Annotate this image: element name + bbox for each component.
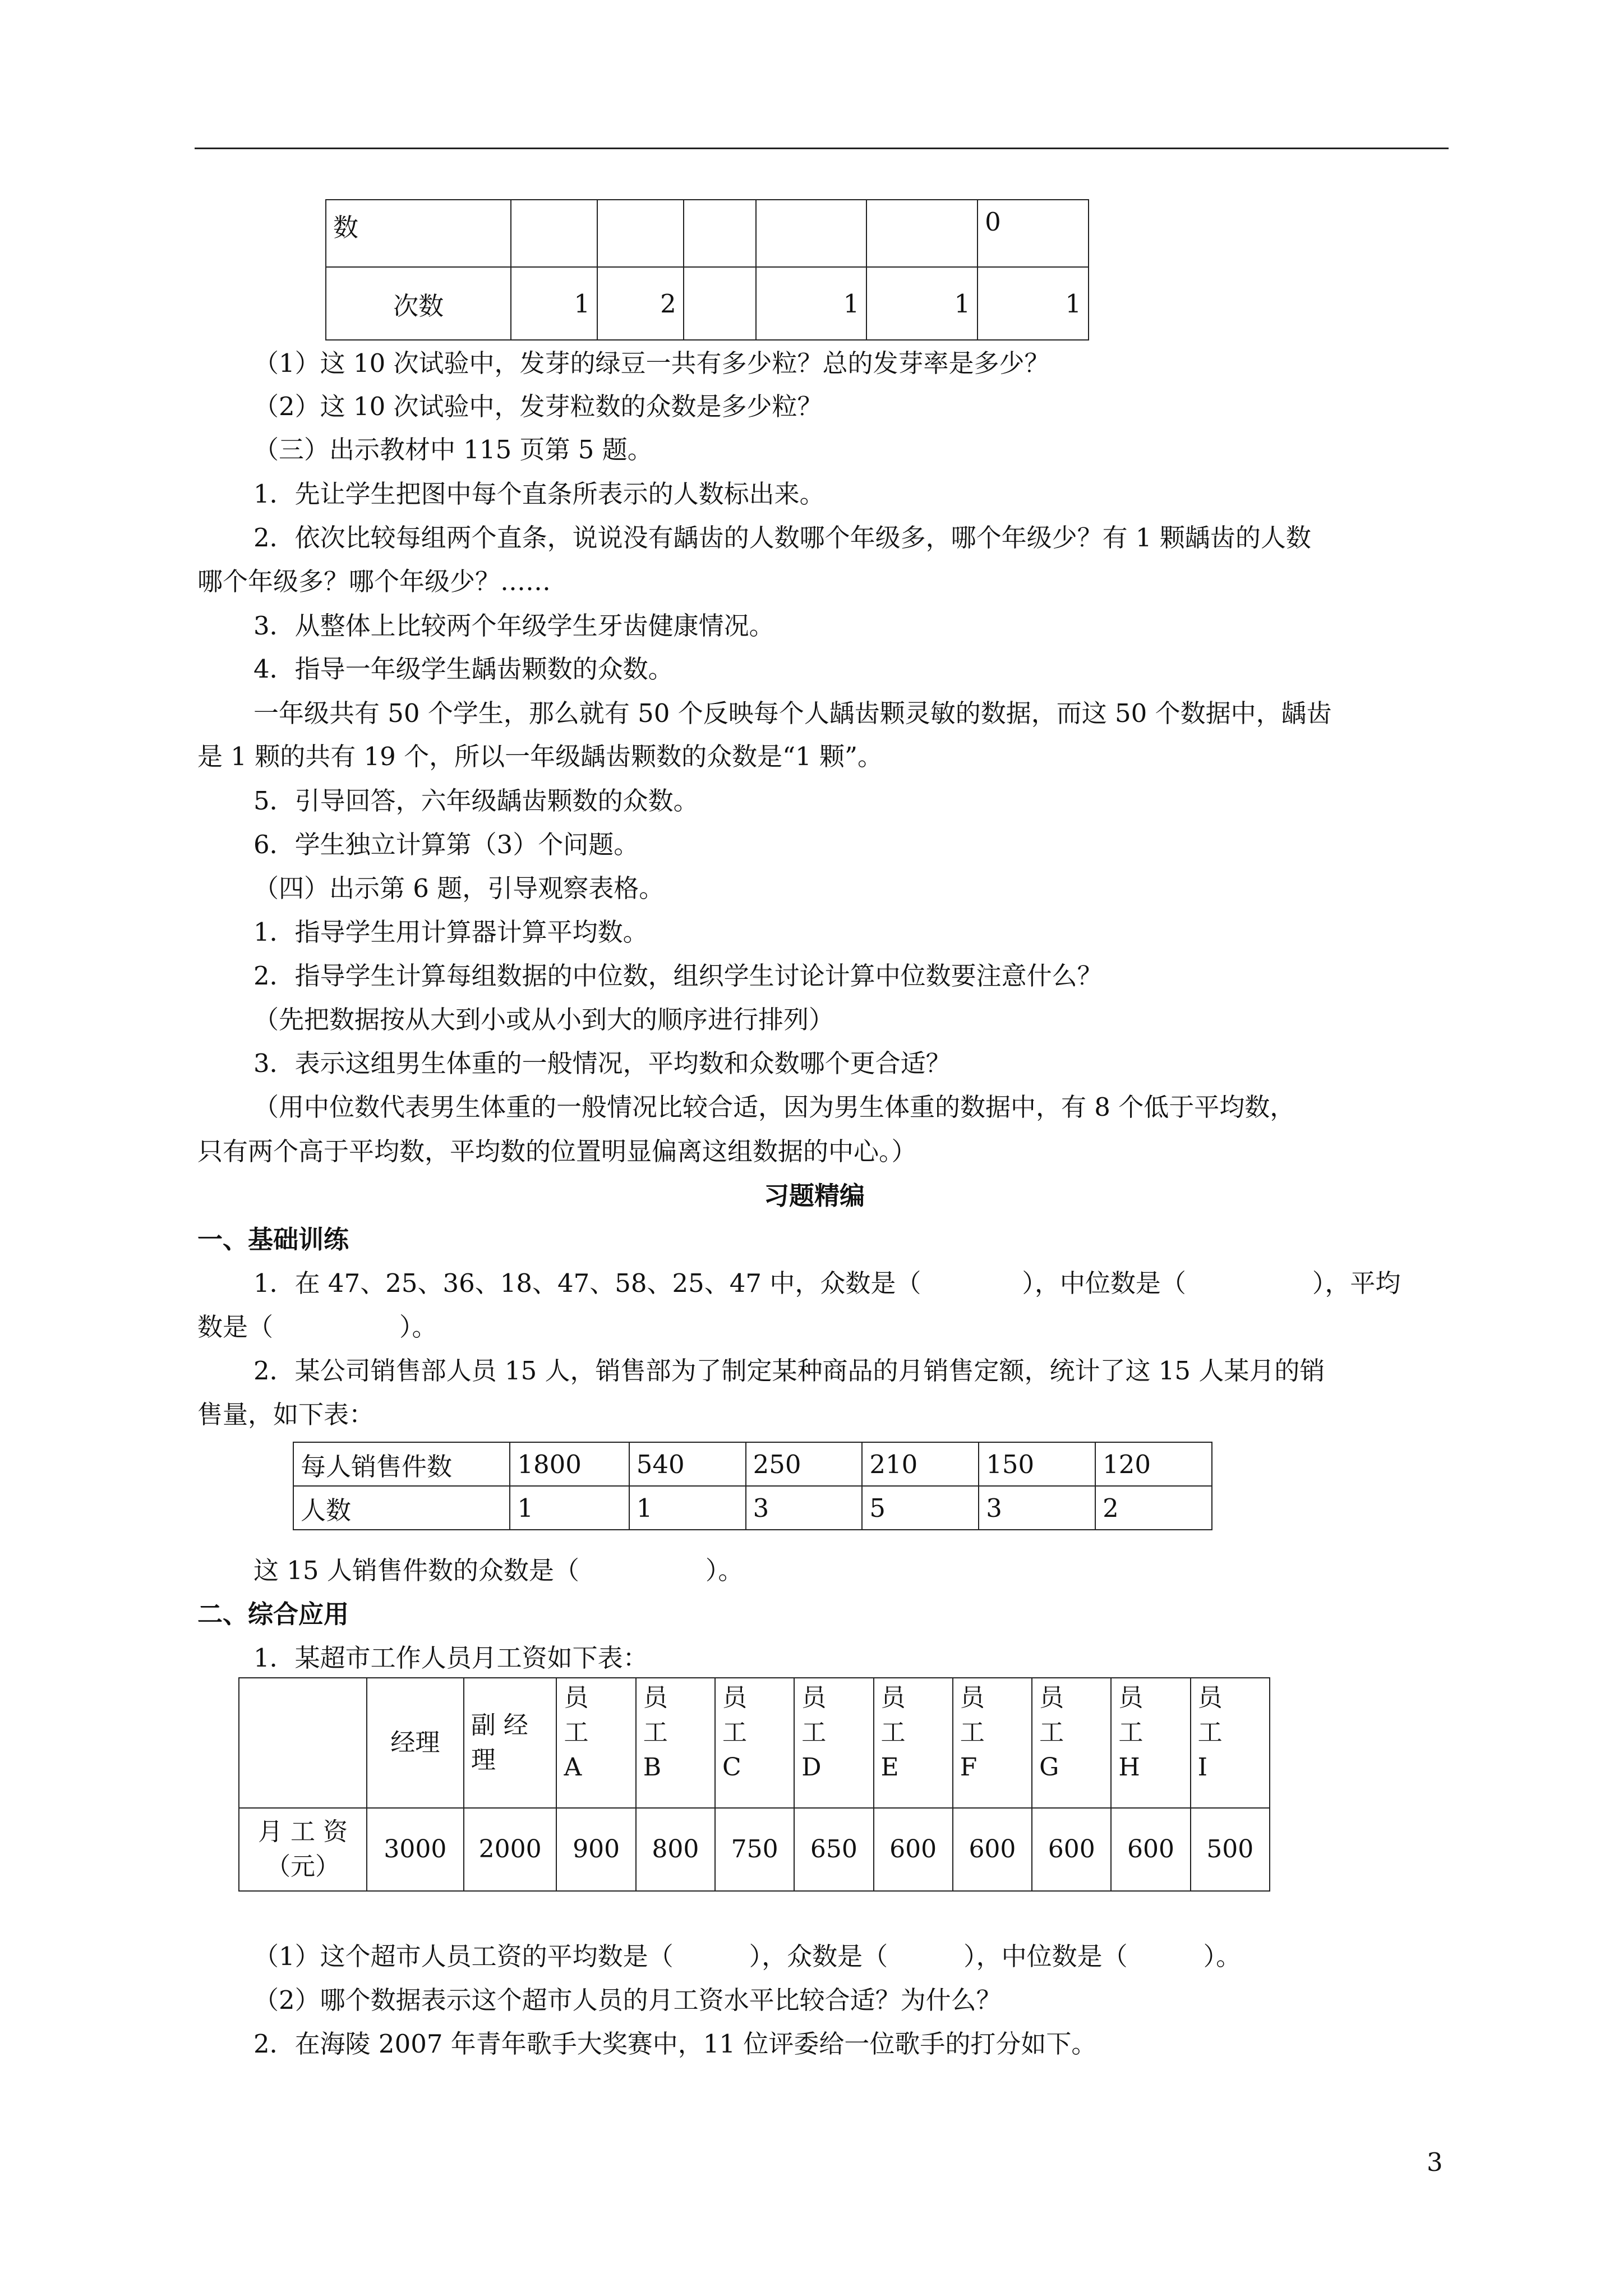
text-line: （先把数据按从大到小或从小到大的顺序进行排列）	[253, 1005, 834, 1034]
table-cell: 600	[1111, 1808, 1190, 1891]
table-cell: 3000	[367, 1808, 464, 1891]
text-line: （四）出示第 6 题，引导观察表格。	[253, 873, 665, 903]
text-line: 2．指导学生计算每组数据的中位数，组织学生讨论计算中位数要注意什么？	[253, 961, 1103, 991]
table-cell: 1	[511, 267, 597, 340]
table-cell	[511, 200, 597, 267]
page-number: 3	[1427, 2147, 1443, 2177]
table-cell: 210	[862, 1442, 979, 1486]
text-line: 1．先让学生把图中每个直条所表示的人数标出来。	[253, 479, 825, 509]
table-cell: 600	[1032, 1808, 1111, 1891]
text-line: 1．某超市工作人员月工资如下表：	[253, 1643, 648, 1673]
table-cell: 5	[862, 1486, 979, 1530]
text-line: （1）这个超市人员工资的平均数是（ ），众数是（ ），中位数是（ ）。	[253, 1941, 1242, 1971]
text-line: （用中位数代表男生体重的一般情况比较合适，因为男生体重的数据中，有 8 个低于平均数，	[253, 1092, 1295, 1122]
table-cell: 900	[556, 1808, 635, 1891]
table-cell: 1	[756, 267, 867, 340]
table-cell: 员 工 H	[1111, 1678, 1190, 1808]
salary-table	[238, 1677, 1270, 1892]
text-line: （三）出示教材中 115 页第 5 题。	[253, 435, 653, 464]
table-cell	[866, 200, 978, 267]
table-cell: 250	[746, 1442, 863, 1486]
table-cell: 员 工 G	[1032, 1678, 1111, 1808]
table-cell	[597, 200, 684, 267]
text-line: 1．在 47、25、36、18、47、58、25、47 中，众数是（ ），中位数是（ ），平均	[253, 1268, 1401, 1298]
table-cell: 次数	[326, 267, 511, 340]
table-cell: 600	[874, 1808, 953, 1891]
sales-table	[293, 1442, 1212, 1530]
text-line: 6．学生独立计算第（3）个问题。	[253, 830, 639, 859]
text-line: 哪个年级多？哪个年级少？……	[197, 567, 551, 596]
table-cell	[239, 1678, 367, 1808]
table-cell: 750	[715, 1808, 794, 1891]
germination-table	[325, 199, 1089, 341]
table-cell: 0	[978, 200, 1089, 267]
header-rule	[195, 148, 1449, 149]
table-cell: 员 工 C	[715, 1678, 794, 1808]
table-cell: 600	[953, 1808, 1032, 1891]
table-cell: 1800	[510, 1442, 629, 1486]
table-cell: 500	[1191, 1808, 1270, 1891]
table-cell: 人数	[293, 1486, 510, 1530]
table-row-label: 月 工 资 （元）	[239, 1808, 367, 1891]
table-cell: 3	[979, 1486, 1095, 1530]
table-cell: 员 工 A	[556, 1678, 635, 1808]
exercise-title: 习题精编	[764, 1181, 865, 1211]
table-cell: 2	[1095, 1486, 1212, 1530]
text-line: 一年级共有 50 个学生，那么就有 50 个反映每个人龋齿颗灵敏的数据，而这 50 个数据中，龋齿	[253, 698, 1332, 728]
table-cell: 150	[979, 1442, 1095, 1486]
text-line: （1）这 10 次试验中，发芽的绿豆一共有多少粒？总的发芽率是多少？	[253, 348, 1050, 378]
table-cell: 1	[629, 1486, 746, 1530]
text-line: 2．在海陵 2007 年青年歌手大奖赛中，11 位评委给一位歌手的打分如下。	[253, 2029, 1097, 2059]
text-line: （2）这 10 次试验中，发芽粒数的众数是多少粒？	[253, 392, 823, 421]
table-cell: 650	[794, 1808, 873, 1891]
text-line: 只有两个高于平均数，平均数的位置明显偏离这组数据的中心。）	[197, 1137, 917, 1166]
table-cell: 副 经 理	[464, 1678, 557, 1808]
text-line: 3．从整体上比较两个年级学生牙齿健康情况。	[253, 611, 774, 641]
table-cell: 员 工 D	[794, 1678, 873, 1808]
table-cell: 员 工 E	[874, 1678, 953, 1808]
text-line: 3．表示这组男生体重的一般情况，平均数和众数哪个更合适？	[253, 1048, 951, 1078]
table-cell: 员 工 I	[1191, 1678, 1270, 1808]
table-cell: 1	[510, 1486, 629, 1530]
text-line: 2．依次比较每组两个直条，说说没有龋齿的人数哪个年级多，哪个年级少？有 1 颗龋齿的人数	[253, 523, 1311, 553]
text-line: 4．指导一年级学生龋齿颗数的众数。	[253, 654, 674, 684]
text-line: （2）哪个数据表示这个超市人员的月工资水平比较合适？为什么？	[253, 1985, 1002, 2015]
table-cell: 3	[746, 1486, 863, 1530]
table-cell: 数	[326, 200, 511, 267]
table-cell	[756, 200, 867, 267]
table-cell: 员 工 F	[953, 1678, 1032, 1808]
table-cell: 1	[978, 267, 1089, 340]
section-title-applied: 二、综合应用	[197, 1599, 349, 1629]
table-cell: 2000	[464, 1808, 557, 1891]
text-line: 1．指导学生用计算器计算平均数。	[253, 917, 648, 947]
text-line: 2．某公司销售部人员 15 人，销售部为了制定某种商品的月销售定额，统计了这 15 人某月的销	[253, 1356, 1325, 1386]
table-cell: 员 工 B	[636, 1678, 715, 1808]
table-cell	[684, 200, 756, 267]
text-line: 5．引导回答，六年级龋齿颗数的众数。	[253, 786, 699, 816]
table-cell	[684, 267, 756, 340]
section-title-basic: 一、基础训练	[197, 1225, 349, 1254]
table-cell: 120	[1095, 1442, 1212, 1486]
text-line: 是 1 颗的共有 19 个，所以一年级龋齿颗数的众数是“1 颗”。	[197, 742, 883, 771]
table-cell: 2	[597, 267, 684, 340]
table-cell: 1	[866, 267, 978, 340]
table-cell: 经理	[367, 1678, 464, 1808]
text-line: 这 15 人销售件数的众数是（ ）。	[253, 1556, 744, 1585]
text-line: 数是（ ）。	[197, 1312, 437, 1342]
table-cell: 每人销售件数	[293, 1442, 510, 1486]
table-cell: 540	[629, 1442, 746, 1486]
table-cell: 800	[636, 1808, 715, 1891]
text-line: 售量，如下表：	[197, 1400, 375, 1429]
